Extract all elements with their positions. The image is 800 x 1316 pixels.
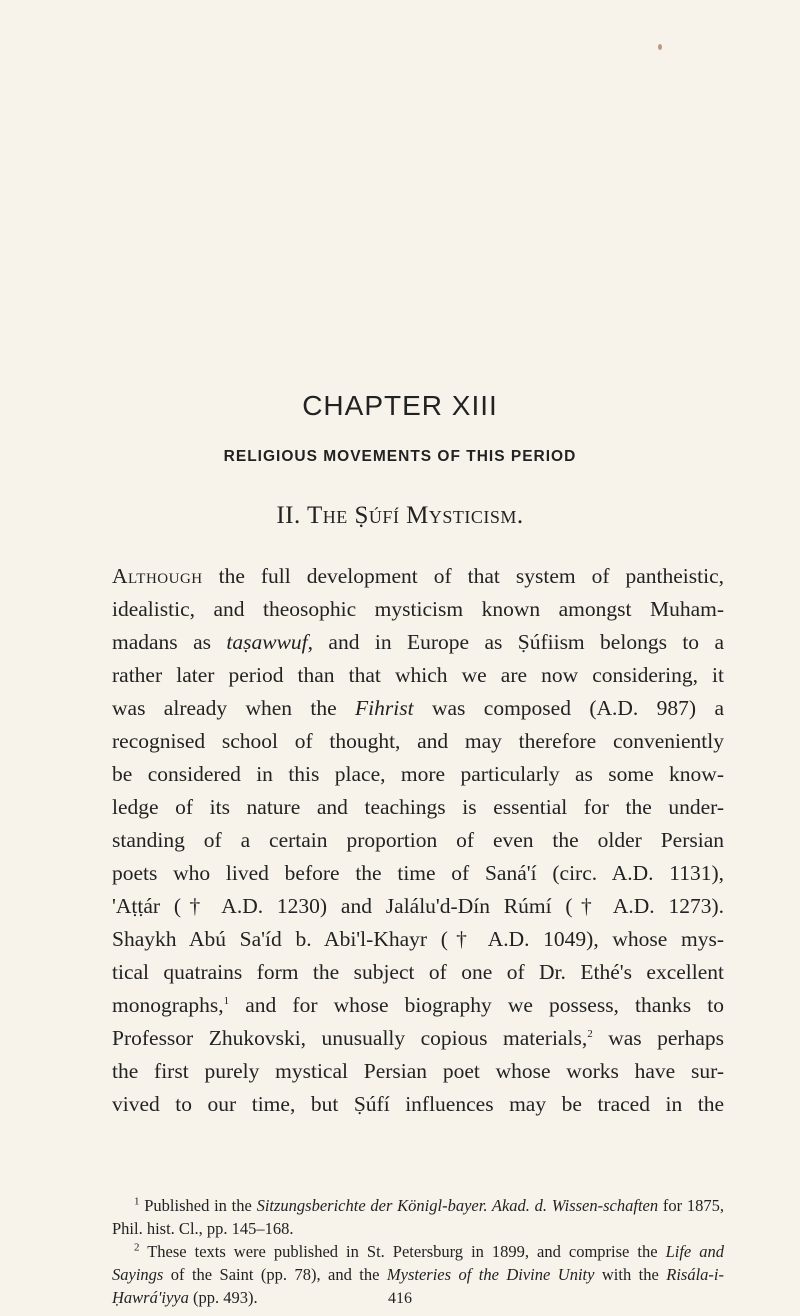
body-line: madans as taṣawwuf, and in Europe as Ṣúfiism belongs to a [112,630,724,654]
body-line: be considered in this place, more particularly as some know- [112,762,724,786]
body-line: monographs,$^1$ and for whose biography we possess, thanks to [112,993,724,1017]
body-line: ledge of its nature and teachings is essential for the under- [112,795,724,819]
footnote: $^2$ These texts were published in St. Petersburg in 1899, and comprise the Life and Sayings of the Saint (pp. 78), and the Mysteries of the Divine Unity with the Risála-i-Ḥawrá'iyya (pp. 493). [112,1241,725,1307]
body-line: Shaykh Abú Sa'íd b. Abi'l-Khayr († A.D. 1049), whose mys- [112,927,724,951]
body-line: vived to our time, but Ṣúfí influences may be traced in the [112,1092,724,1116]
lead-word: Although [112,564,203,588]
body-line: tical quatrains form the subject of one of Dr. Ethé's excellent [112,960,724,984]
body-line: poets who lived before the time of Saná'í (circ. A.D. 1131), [112,861,724,885]
body-paragraph [112,560,724,1121]
body-line: recognised school of thought, and may therefore conveniently [112,729,724,753]
footnote: $^1$ Published in the Sitzungsberichte der Königl-bayer. Akad. d. Wissen-schaften for 1875, Phil. hist. Cl., pp. 145–168. [112,1195,724,1238]
page-number: 416 [388,1290,412,1307]
body-line: Although the full development of that system of pantheistic, [112,564,724,588]
body-line: the first purely mystical Persian poet whose works have sur- [112,1059,724,1083]
body-line: 'Aṭṭár († A.D. 1230) and Jalálu'd-Dín Rúmí († A.D. 1273). [112,894,724,918]
chapter-title: CHAPTER XIII [302,390,498,421]
body-line: rather later period than that which we are now considering, it [112,663,724,687]
paper-speck [658,44,662,50]
section-subheading: II. The Ṣúfí Mysticism. [276,502,524,529]
body-line: was already when the Fihrist was composed (A.D. 987) a [112,696,724,720]
body-line: idealistic, and theosophic mysticism known amongst Muham- [112,597,724,621]
body-line: Professor Zhukovski, unusually copious materials,$^2$ was perhaps [112,1026,724,1050]
footnote-number: 2 [134,1241,140,1254]
footnote-ref[interactable]: 2 [587,1027,593,1040]
italic-title: Fihrist [355,696,414,720]
footnote-ref[interactable]: 1 [223,994,230,1007]
italic-term: taṣawwuf, [226,630,314,654]
body-line: standing of a certain proportion of even the older Persian [112,828,724,852]
footnote-number: 1 [134,1195,140,1208]
chapter-heading: RELIGIOUS MOVEMENTS OF THIS PERIOD [223,448,577,465]
